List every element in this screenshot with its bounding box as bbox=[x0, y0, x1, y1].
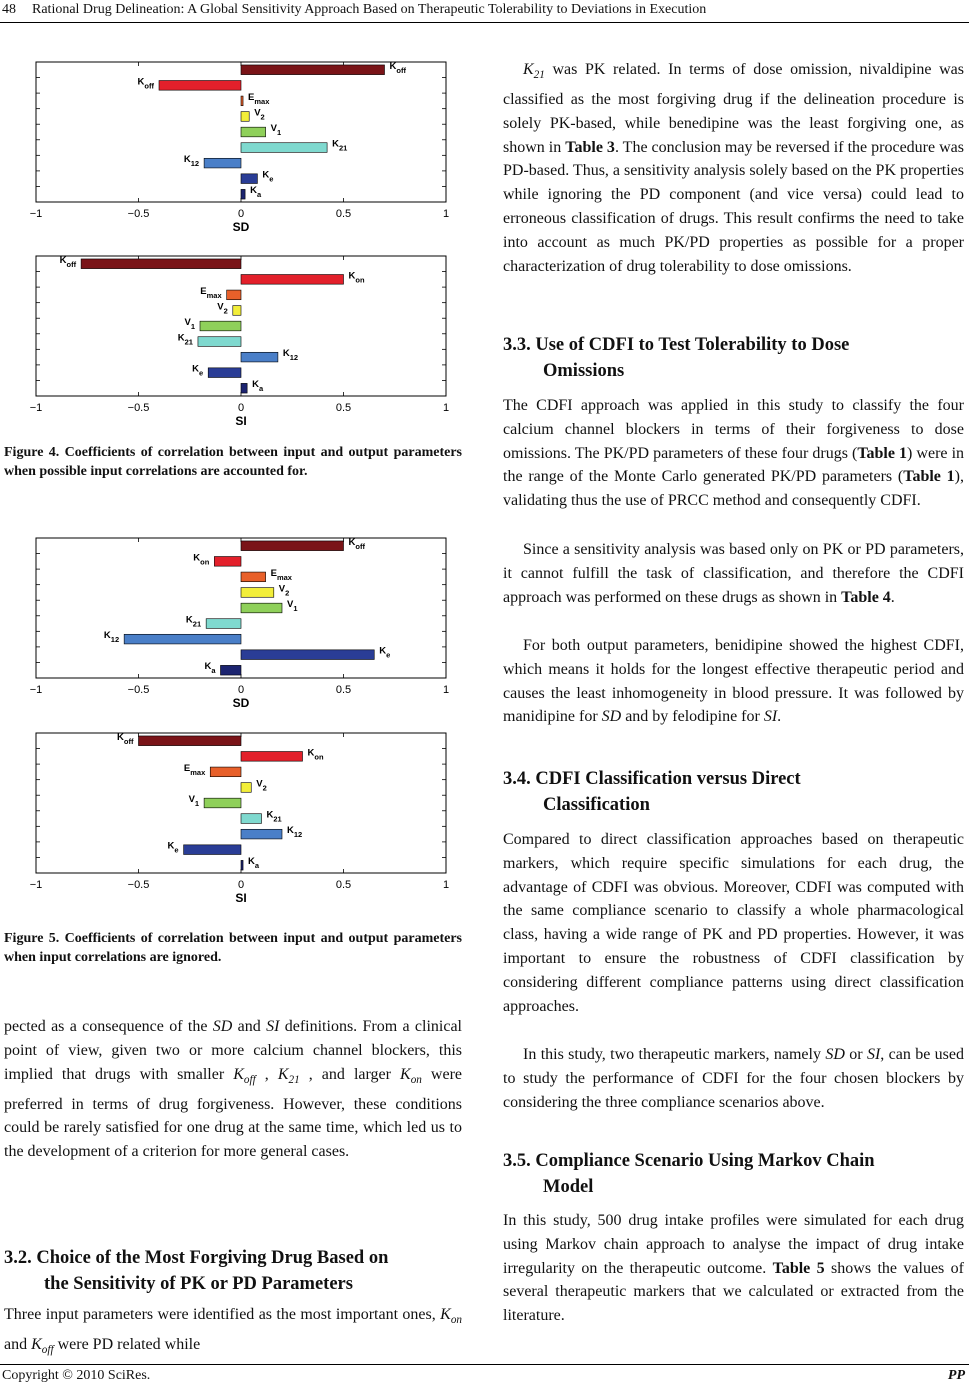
bar-label-main: K bbox=[103, 630, 111, 642]
bar-label-V1 bbox=[287, 599, 298, 613]
bar-label-V2 bbox=[256, 778, 267, 792]
x-tick-label: −1 bbox=[29, 879, 43, 891]
bar-V2 bbox=[241, 783, 251, 793]
chart-svg bbox=[0, 56, 470, 236]
bar-label-Ka bbox=[248, 856, 260, 870]
x-axis-label: SD bbox=[232, 696, 250, 710]
bar-label-Ke bbox=[379, 646, 390, 660]
bar-label-sub: max bbox=[276, 572, 292, 582]
bar-label-sub: 21 bbox=[192, 619, 202, 629]
copyright-notice: Copyright © 2010 SciRes. bbox=[2, 1368, 151, 1383]
bar-label-Koff bbox=[138, 76, 155, 90]
x-axis-label: SI bbox=[235, 414, 247, 428]
bar-label-sub: on bbox=[314, 752, 324, 762]
bar-K21 bbox=[206, 619, 241, 629]
bar-label-K12 bbox=[104, 630, 119, 644]
paragraph-right-2: Since a sensitivity analysis was based only on PK or PD parameters, it cannot fulfill the task of classification, and therefore the CDFI approach was performed on these drugs as shown in Table 4. bbox=[503, 541, 964, 606]
section-heading-3-2: 3.2. Choice of the Most Forgiving Drug Based on the Sensitivity of PK or PD Parameters bbox=[4, 1248, 389, 1294]
bar-label-main: K bbox=[177, 332, 185, 344]
bar-label-K12 bbox=[184, 154, 199, 168]
chart-svg bbox=[0, 727, 470, 907]
bar-Ka bbox=[241, 860, 243, 870]
bar-label-sub: 12 bbox=[293, 830, 303, 840]
bar-label-sub: 2 bbox=[262, 783, 267, 793]
page-number: 48 bbox=[2, 2, 16, 17]
bar-Emax bbox=[241, 572, 266, 582]
bar-Kon bbox=[241, 752, 303, 762]
bar-label-main: V bbox=[287, 599, 294, 610]
bar-Ke bbox=[241, 650, 374, 660]
bar-label-sub: 21 bbox=[338, 143, 348, 153]
bar-label-main: V bbox=[184, 317, 191, 328]
x-tick-label: 0 bbox=[237, 879, 245, 891]
bar-label-sub: e bbox=[199, 368, 204, 378]
bar-Ke bbox=[241, 174, 257, 184]
figure4-si-chart bbox=[0, 250, 470, 430]
bar-label-sub: 1 bbox=[190, 322, 195, 331]
bar-V1 bbox=[200, 321, 241, 331]
bar-label-sub: off bbox=[355, 541, 365, 551]
x-tick-label: −0.5 bbox=[127, 208, 150, 220]
bar-label-Emax bbox=[248, 92, 270, 106]
paragraph-right-3: For both output parameters, benidipine showed the highest CDFI, which means it holds for the longest effective therapeutic period and causes the least inhomogeneity in blood pressure. It was followed by manidipine for SD and by felodipine for SI. bbox=[503, 637, 964, 726]
bar-label-sub: on bbox=[200, 557, 210, 567]
bar-label-Ka bbox=[250, 185, 262, 199]
footer-rule bbox=[0, 1364, 969, 1365]
bar-label-sub: a bbox=[254, 861, 260, 871]
bar-Ke bbox=[184, 845, 241, 855]
symbol-k21: $K_{21}$ bbox=[523, 61, 545, 82]
bar-label-main: K bbox=[117, 731, 124, 743]
bar-label-Ke bbox=[262, 170, 273, 184]
bar-Ka bbox=[241, 189, 245, 199]
bar-K21 bbox=[241, 814, 262, 824]
x-tick-label: 1 bbox=[442, 208, 450, 220]
x-tick-label: −1 bbox=[29, 402, 43, 414]
bar-label-V2 bbox=[279, 583, 290, 597]
bar-label-main: K bbox=[287, 825, 294, 837]
bar-label-main: E bbox=[248, 91, 255, 103]
bar-Ka bbox=[221, 665, 242, 675]
bar-Emax bbox=[210, 767, 241, 777]
bar-label-main: K bbox=[282, 348, 290, 360]
x-tick-label: −0.5 bbox=[127, 684, 150, 696]
section-heading-3-3: 3.3. Use of CDFI to Test Tolerability to Dose Omissions bbox=[503, 335, 850, 381]
bar-label-main: K bbox=[252, 379, 260, 391]
bar-label-sub: a bbox=[259, 384, 264, 394]
bar-label-V1 bbox=[271, 123, 282, 137]
bar-label-sub: off bbox=[396, 65, 406, 75]
x-tick-label: 0.5 bbox=[335, 684, 352, 696]
bar-label-Ka bbox=[252, 379, 264, 393]
bar-K12 bbox=[241, 829, 282, 839]
bar-label-K21 bbox=[186, 615, 201, 629]
bar-label-sub: a bbox=[211, 666, 216, 676]
bar-label-main: E bbox=[270, 567, 277, 579]
bar-label-K21 bbox=[332, 139, 347, 153]
symbol-koff: $K_{off}$ bbox=[233, 1065, 256, 1086]
paragraph-right-4: Compared to direct classification approaches based on therapeutic markers, which require specific simulations for each drug, the advantage of CDFI was obvious. Moreover, CDFI was computed with the same compliance scenario to classify a whole pharmacological class, having a wide range of PK and PD properties. However, it was important to ensure the robustness of CDFI classification by considering different compliance patterns using direct classification approaches. bbox=[503, 831, 964, 1015]
bar-label-Koff bbox=[390, 61, 407, 75]
bar-label-sub: 2 bbox=[223, 306, 228, 316]
bar-label-K21 bbox=[178, 333, 193, 347]
bar-label-Ke bbox=[192, 364, 203, 378]
bar-label-sub: 1 bbox=[276, 128, 282, 137]
symbol-kon: $K_{on}$ bbox=[440, 1306, 462, 1327]
bar-label-main: K bbox=[348, 536, 356, 548]
bar-label-Emax bbox=[200, 286, 222, 300]
x-tick-label: 0.5 bbox=[335, 402, 352, 414]
x-tick-label: −1 bbox=[29, 684, 43, 696]
bar-label-main: K bbox=[192, 363, 200, 375]
bar-V2 bbox=[233, 306, 241, 316]
bar-label-sub: 12 bbox=[110, 635, 120, 645]
bar-label-Kon bbox=[193, 552, 209, 566]
section-heading-3-4: 3.4. CDFI Classification versus Direct Classification bbox=[503, 769, 801, 815]
journal-abbrev: PP bbox=[947, 1368, 965, 1383]
paragraph-left-2: Three input parameters were identified as the most important ones, $K_{on}$ and $K_{off}$ were PD related while bbox=[4, 1306, 462, 1357]
page-header bbox=[0, 0, 969, 22]
figure5-si-chart bbox=[0, 727, 470, 907]
bar-label-main: K bbox=[193, 552, 201, 564]
bar-label-Emax bbox=[184, 763, 206, 777]
x-tick-label: −0.5 bbox=[127, 402, 150, 414]
bar-label-Kon bbox=[308, 747, 324, 761]
paragraph-right-6: In this study, 500 drug intake profiles were simulated for each drug using Markov chain approach to analyse the impact of drug intake irregularity on the therapeutic outcome. Table 5 shows the values of several therapeutic markers that we calculated or extracted from the literature. bbox=[503, 1212, 964, 1325]
bar-label-main: E bbox=[183, 762, 191, 774]
bar-label-sub: e bbox=[269, 174, 274, 184]
bar-Emax bbox=[227, 290, 241, 300]
bar-label-main: V bbox=[188, 794, 195, 805]
bar-K12 bbox=[204, 158, 241, 168]
bar-label-sub: max bbox=[206, 290, 222, 300]
bar-label-main: V bbox=[278, 583, 286, 595]
paragraph-right-5: In this study, two therapeutic markers, namely SD or SI, can be used to study the performance of CDFI for the four chosen blockers by considering the three compliance scenarios above. bbox=[503, 1046, 965, 1111]
bar-V2 bbox=[241, 112, 249, 122]
bar-label-K12 bbox=[283, 348, 298, 362]
bar-label-V2 bbox=[217, 301, 228, 315]
bar-label-main: K bbox=[262, 169, 270, 181]
bar-label-main: K bbox=[204, 661, 212, 673]
bar-label-main: K bbox=[250, 185, 257, 197]
bar-label-Emax bbox=[271, 568, 293, 582]
bar-label-K12 bbox=[287, 825, 302, 839]
symbol-k21: $K_{21}$ bbox=[277, 1065, 300, 1086]
bar-Ka bbox=[241, 383, 247, 393]
x-tick-label: 1 bbox=[442, 402, 450, 414]
bar-Koff bbox=[241, 65, 385, 75]
bar-label-Ke bbox=[168, 841, 179, 855]
bar-K21 bbox=[198, 337, 241, 347]
bar-label-main: V bbox=[217, 301, 224, 313]
bar-label-sub: 21 bbox=[184, 337, 193, 347]
bar-label-V1 bbox=[184, 317, 195, 331]
bar-label-sub: off bbox=[66, 259, 77, 269]
bar-label-sub: 1 bbox=[293, 604, 298, 613]
bar-Koff bbox=[241, 541, 344, 551]
bar-label-main: K bbox=[59, 254, 67, 266]
bar-label-Ka bbox=[204, 661, 216, 675]
x-tick-label: 1 bbox=[442, 684, 450, 696]
bar-label-sub: max bbox=[254, 96, 270, 106]
bar-Emax bbox=[241, 96, 243, 106]
paragraph-right-0: $K_{21}$ was PK related. In terms of dose omission, nivaldipine was classified as the most forgiving drug if the delineation procedure is solely PK-based, while benedipine was the least forgiving one, as shown in Table 3. The conclusion may be reversed if the procedure was PD-based. Thus, a sensitivity analysis solely based on the PK properties while ignoring the PD component (and vice versa) could lead to erroneous classification of drugs. This result confirms the need to take into account as much PK/PD properties as possible for a proper characterization of drug tolerability to dose omissions. bbox=[503, 61, 964, 275]
bar-Koff bbox=[139, 736, 242, 746]
bar-label-main: V bbox=[254, 107, 261, 119]
x-tick-label: 1 bbox=[442, 879, 450, 891]
bar-label-V2 bbox=[254, 107, 265, 121]
bar-label-sub: 12 bbox=[289, 353, 299, 363]
bar-label-sub: a bbox=[256, 190, 262, 200]
bar-label-K21 bbox=[267, 810, 282, 824]
bar-label-main: K bbox=[137, 76, 145, 88]
bar-label-sub: max bbox=[190, 767, 206, 777]
figure4-caption: Figure 4. Coefficients of correlation between input and output parameters when possible input correlations are accounted for. bbox=[4, 445, 462, 479]
bar-label-V1 bbox=[189, 794, 200, 808]
section-heading-3-5: 3.5. Compliance Scenario Using Markov Chain Model bbox=[503, 1151, 875, 1197]
bar-label-sub: e bbox=[386, 650, 391, 660]
bar-label-main: K bbox=[167, 840, 175, 852]
symbol-koff: $K_{off}$ bbox=[31, 1335, 54, 1357]
bar-label-sub: 21 bbox=[273, 814, 282, 824]
bar-label-main: K bbox=[248, 856, 255, 868]
bar-label-main: K bbox=[183, 154, 191, 166]
x-tick-label: 0 bbox=[237, 684, 245, 696]
bar-label-main: V bbox=[256, 778, 263, 790]
bar-label-sub: e bbox=[174, 845, 179, 855]
x-tick-label: 0.5 bbox=[335, 208, 352, 220]
bar-label-sub: off bbox=[123, 736, 134, 746]
x-tick-label: −0.5 bbox=[127, 879, 150, 891]
bar-label-Koff bbox=[349, 537, 366, 551]
bar-Ke bbox=[208, 368, 241, 378]
bar-label-main: V bbox=[270, 123, 277, 134]
x-tick-label: 0.5 bbox=[335, 879, 352, 891]
bar-Koff bbox=[81, 259, 241, 269]
bar-K12 bbox=[124, 634, 241, 644]
bar-label-sub: 2 bbox=[260, 112, 265, 122]
chart-svg bbox=[0, 250, 470, 430]
symbol-kon: $K_{on}$ bbox=[400, 1065, 422, 1086]
bar-V1 bbox=[204, 798, 241, 808]
bar-label-main: K bbox=[389, 60, 397, 72]
bar-label-main: K bbox=[379, 645, 387, 657]
bar-label-main: K bbox=[332, 138, 339, 150]
bar-K12 bbox=[241, 352, 278, 362]
x-tick-label: 0 bbox=[237, 208, 245, 220]
bar-label-Kon bbox=[349, 270, 365, 284]
bar-V1 bbox=[241, 603, 282, 613]
bar-label-main: K bbox=[185, 614, 193, 626]
bar-Kon bbox=[214, 557, 241, 567]
bar-label-sub: 12 bbox=[190, 159, 200, 169]
bar-label-main: E bbox=[200, 285, 207, 297]
figure4-sd-chart bbox=[0, 56, 470, 236]
running-title: Rational Drug Delineation: A Global Sensitivity Approach Based on Therapeutic Tolerability to Deviations in Execution bbox=[32, 2, 707, 17]
x-tick-label: 0 bbox=[237, 402, 245, 414]
bar-V1 bbox=[241, 127, 266, 137]
x-axis-label: SI bbox=[235, 891, 247, 905]
bar-label-sub: on bbox=[355, 275, 365, 285]
chart-svg bbox=[0, 532, 470, 712]
bar-label-Koff bbox=[117, 732, 134, 746]
bar-label-main: K bbox=[307, 747, 315, 759]
paragraph-right-1: The CDFI approach was applied in this study to classify the four calcium channel blockers in terms of their forgiveness to dose omissions. The PK/PD parameters of these four drugs (Table 1) were in the range of the Monte Carlo generated PK/PD parameters (Table 1), validating thus the use of PRCC method and consequently CDFI. bbox=[503, 397, 965, 510]
bar-label-sub: 1 bbox=[194, 799, 200, 808]
bar-label-main: K bbox=[266, 809, 274, 821]
bar-Koff bbox=[159, 81, 241, 91]
bar-label-Koff bbox=[60, 255, 77, 269]
figure5-caption: Figure 5. Coefficients of correlation between input and output parameters when input correlations are ignored. bbox=[4, 931, 462, 965]
bar-label-main: K bbox=[348, 270, 356, 282]
figure5-sd-chart bbox=[0, 532, 470, 712]
bar-V2 bbox=[241, 588, 274, 598]
header-rule bbox=[0, 22, 969, 23]
x-axis-label: SD bbox=[232, 220, 250, 234]
bar-K21 bbox=[241, 143, 327, 153]
bar-label-sub: 2 bbox=[285, 588, 290, 598]
bar-Kon bbox=[241, 275, 344, 285]
paragraph-left-1: pected as a consequence of the SD and SI definitions. From a clinical point of view, given two or more calcium channel blockers, this implied that drugs with smaller $K_{off}$ , $K_{21}$ , and larger $K_{on}$ were preferred in terms of drug forgiveness. However, these conditions could be rarely satisfied for one drug at the same time, which led us to the development of a criterion for more general cases. bbox=[4, 1018, 463, 1161]
bar-label-sub: off bbox=[144, 81, 154, 91]
x-tick-label: −1 bbox=[29, 208, 43, 220]
